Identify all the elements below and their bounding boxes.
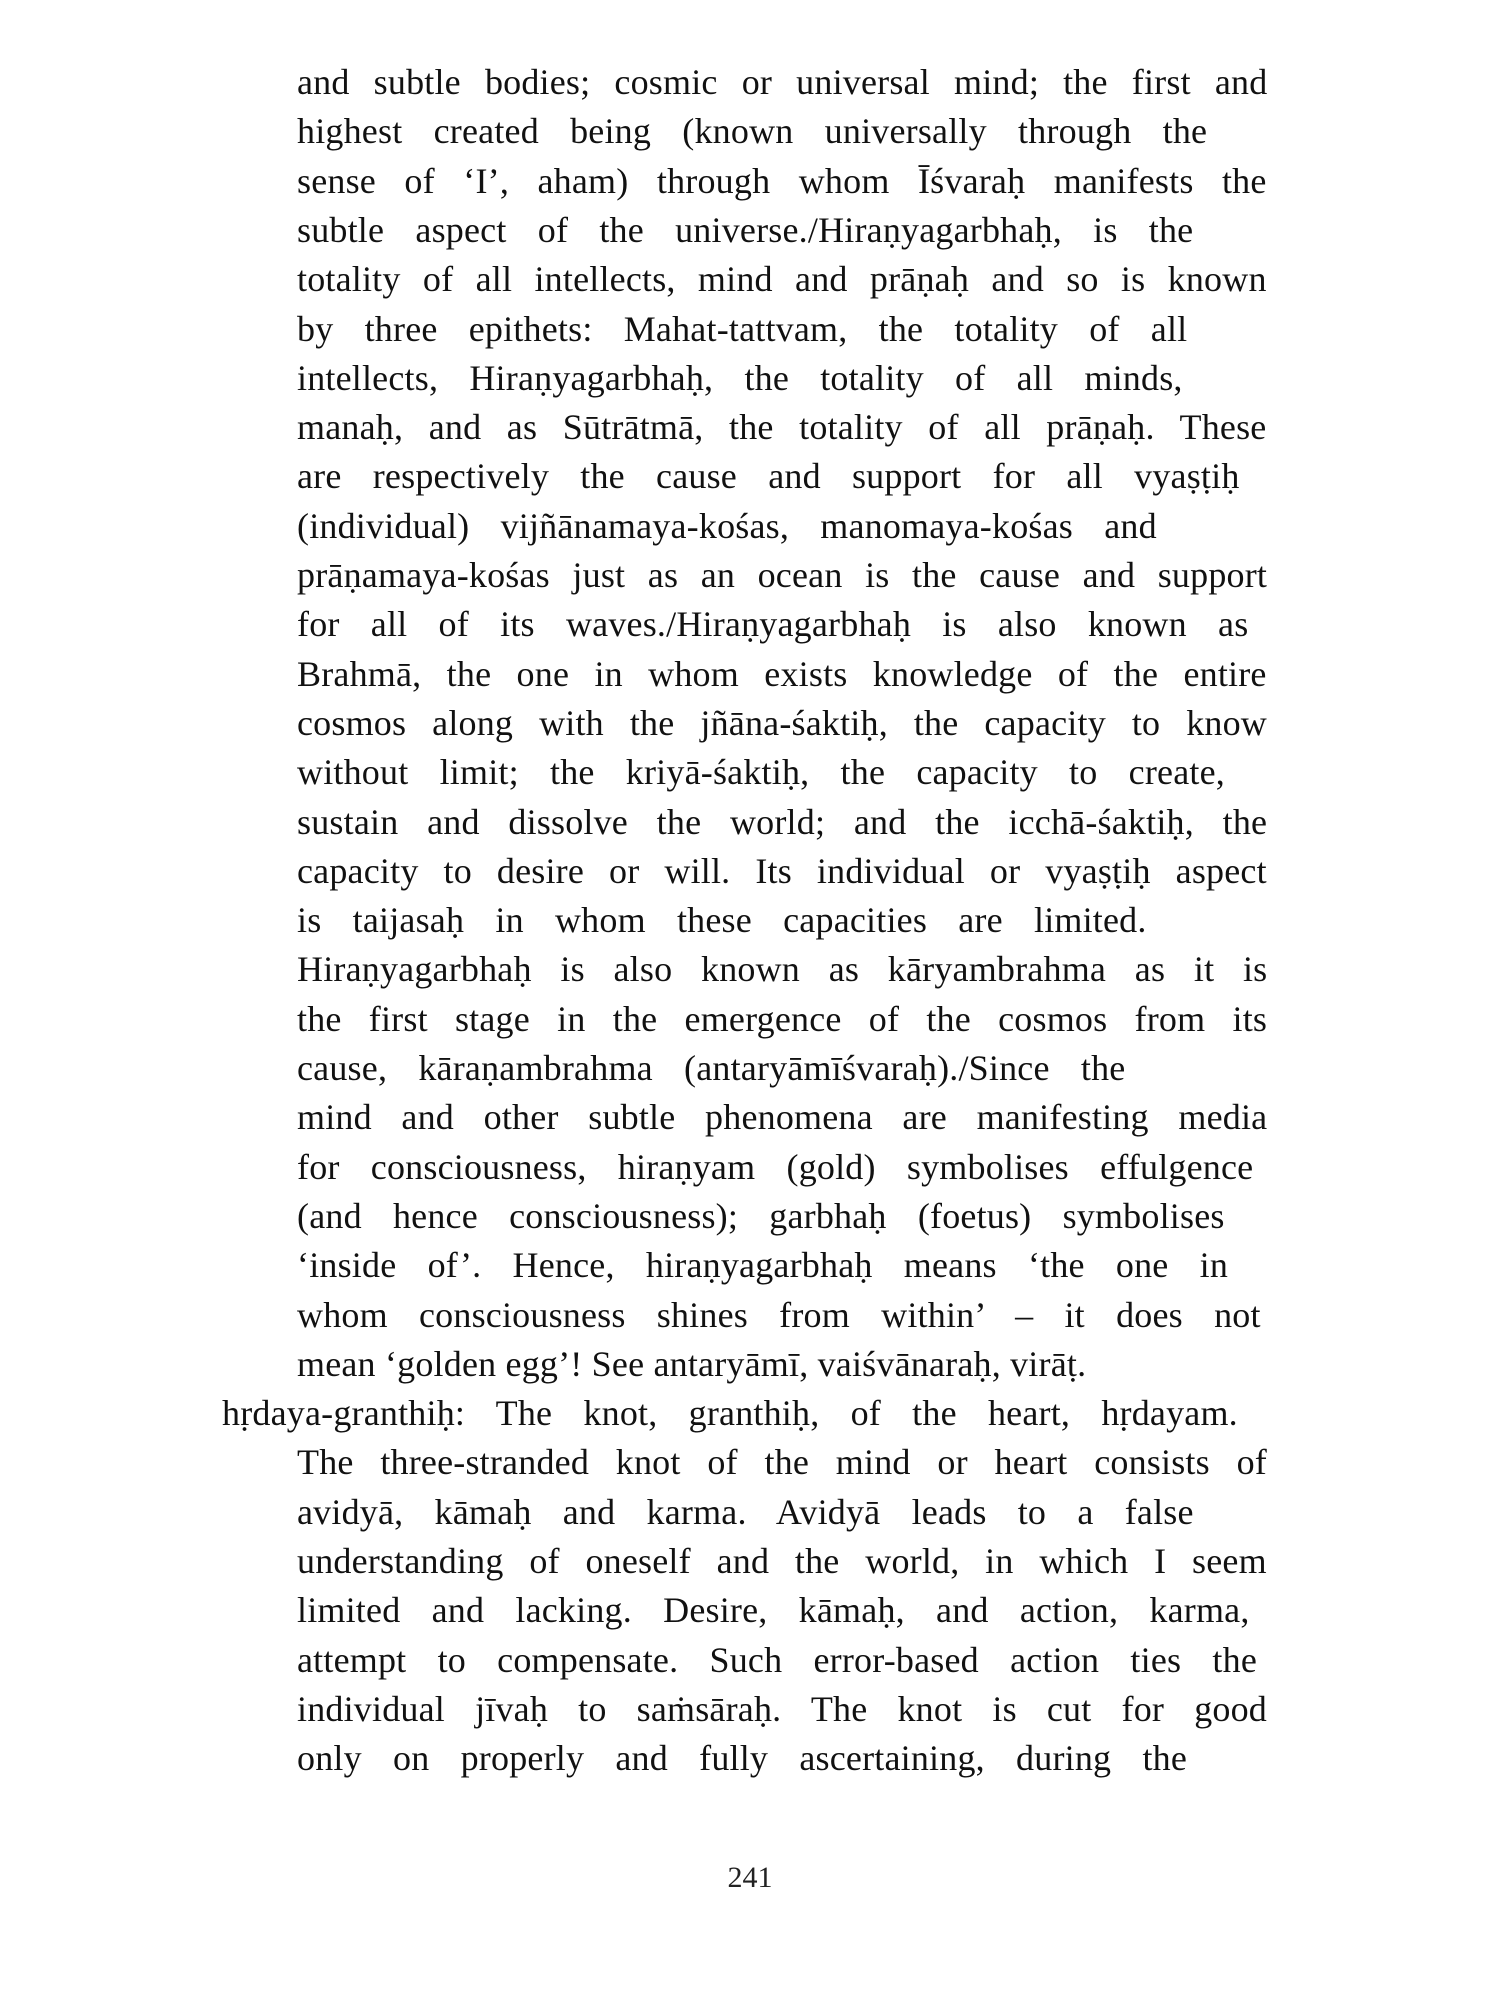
text-line: hṛdaya-granthiḥ: The knot, granthiḥ, of the heart, hṛdayam. bbox=[222, 1393, 1238, 1434]
text-line: the first stage in the emergence of the cosmos from its bbox=[297, 998, 1268, 1039]
text-line: for all of its waves./Hiraṇyagarbhaḥ is also known as bbox=[297, 604, 1249, 645]
text-line: intellects, Hiraṇyagarbhaḥ, the totality of all minds, bbox=[297, 357, 1183, 398]
text-line: are respectively the cause and support for all vyaṣṭiḥ bbox=[297, 456, 1240, 497]
text-line: (individual) vijñānamaya-kośas, manomaya-kośas and bbox=[297, 505, 1157, 546]
text-line: avidyā, kāmaḥ and karma. Avidyā leads to a false bbox=[297, 1491, 1194, 1532]
text-line: without limit; the kriyā-śaktiḥ, the capacity to create, bbox=[297, 752, 1225, 793]
text-line: Hiraṇyagarbhaḥ is also known as kāryambrahma as it is bbox=[297, 949, 1268, 990]
text-line: whom consciousness shines from within’ – it does not bbox=[297, 1294, 1261, 1335]
text-line: subtle aspect of the universe./Hiraṇyagarbhaḥ, is the bbox=[297, 209, 1194, 250]
text-line: capacity to desire or will. Its individual or vyaṣṭiḥ aspect bbox=[297, 850, 1267, 891]
text-line: individual jīvaḥ to saṁsāraḥ. The knot is cut for good bbox=[297, 1688, 1268, 1729]
text-line: understanding of oneself and the world, in which I seem bbox=[297, 1541, 1267, 1581]
text-line: is taijasaḥ in whom these capacities are limited. bbox=[297, 900, 1147, 941]
text-line: by three epithets: Mahat-tattvam, the totality of all bbox=[297, 308, 1188, 349]
text-line: mean ‘golden egg’! See antaryāmī, vaiśvānaraḥ, virāṭ. bbox=[297, 1343, 1087, 1384]
text-line: Brahmā, the one in whom exists knowledge of the entire bbox=[297, 653, 1267, 694]
text-line: The three-stranded knot of the mind or heart consists of bbox=[297, 1442, 1267, 1483]
text-line: manaḥ, and as Sūtrātmā, the totality of all prāṇaḥ. These bbox=[297, 407, 1267, 448]
page-number: 241 bbox=[727, 1861, 773, 1894]
text-line: ‘inside of’. Hence, hiraṇyagarbhaḥ means ‘the one in bbox=[297, 1245, 1229, 1286]
text-line: (and hence consciousness); garbhaḥ (foetus) symbolises bbox=[297, 1195, 1225, 1236]
text-line: for consciousness, hiraṇyam (gold) symbolises effulgence bbox=[297, 1146, 1254, 1187]
text-line: sustain and dissolve the world; and the icchā-śaktiḥ, the bbox=[297, 801, 1268, 842]
text-line: attempt to compensate. Such error-based action ties the bbox=[297, 1639, 1258, 1680]
text-line: and subtle bodies; cosmic or universal mind; the first and bbox=[297, 62, 1268, 102]
text-line: mind and other subtle phenomena are manifesting media bbox=[297, 1097, 1268, 1138]
text-line: cause, kāraṇambrahma (antaryāmīśvaraḥ)./Since the bbox=[297, 1048, 1126, 1088]
text-line: highest created being (known universally through the bbox=[297, 111, 1208, 152]
text-line: prāṇamaya-kośas just as an ocean is the cause and support bbox=[297, 555, 1268, 595]
text-line: only on properly and fully ascertaining, during the bbox=[297, 1738, 1188, 1779]
text-line: cosmos along with the jñāna-śaktiḥ, the capacity to know bbox=[297, 702, 1268, 743]
text-line: limited and lacking. Desire, kāmaḥ, and action, karma, bbox=[297, 1590, 1250, 1631]
text-line: totality of all intellects, mind and prāṇaḥ and so is known bbox=[297, 259, 1267, 300]
text-line: sense of ‘I’, aham) through whom Īśvaraḥ manifests the bbox=[297, 160, 1267, 201]
